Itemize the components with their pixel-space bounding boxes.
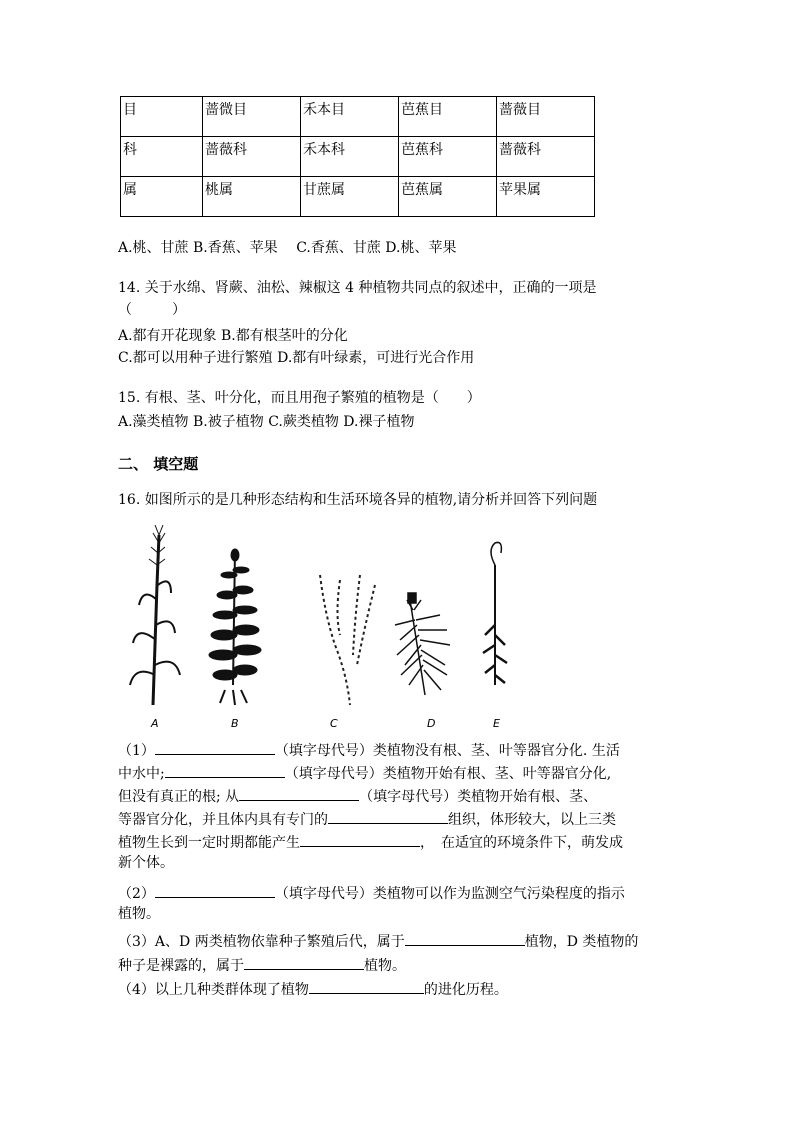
plant-c-illustration xyxy=(320,575,375,705)
q16-part3-line2: 种子是裸露的，属于 植物。 xyxy=(118,953,406,976)
table-cell: 蔷薇目 xyxy=(497,97,595,137)
table-cell: 蔷薇科 xyxy=(203,137,301,177)
blank-4[interactable] xyxy=(328,807,448,824)
blank-5[interactable] xyxy=(300,830,420,847)
paren-close: ） xyxy=(172,302,186,318)
q16-part2-line2: 植物。 xyxy=(118,906,160,922)
q16-part1-line6: 新个体。 xyxy=(118,855,174,871)
plant-figure xyxy=(125,525,525,735)
blank-9[interactable] xyxy=(309,977,424,994)
table-cell: 桃属 xyxy=(203,177,301,217)
plant-d-illustration xyxy=(395,593,450,695)
q16-part1-line1: （1） （填字母代号）类植物没有根、茎、叶等器官分化. 生活 xyxy=(118,738,620,761)
table-cell: 甘蔗属 xyxy=(301,177,399,217)
table-row xyxy=(121,97,595,137)
q15-options: A.藻类植物 B.被子植物 C.蕨类植物 D.裸子植物 xyxy=(118,414,415,430)
q16-part1-line3: 但没有真正的根; 从 （填字母代号）类植物开始有根、茎、 xyxy=(118,784,597,807)
paren-open: （ xyxy=(118,302,132,318)
blank-1[interactable] xyxy=(155,738,275,755)
q13-options: A.桃、甘蔗 B.香蕉、苹果 C.香蕉、甘蔗 D.桃、苹果 xyxy=(118,240,457,256)
q16-part1-line4: 等器官分化，并且体内具有专门的 组织，体形较大，以上三类 xyxy=(118,807,616,830)
q16-part2-line1: （2） （填字母代号）类植物可以作为监测空气污染程度的指示 xyxy=(118,881,625,904)
table-cell: 禾本目 xyxy=(301,97,399,137)
q16-part4-line1: （4）以上几种类群体现了植物 的进化历程。 xyxy=(118,977,508,1000)
blank-7[interactable] xyxy=(405,929,525,946)
figure-label-a: A xyxy=(151,717,159,730)
q16-part1-line2: 中水中; （填字母代号）类植物开始有根、茎、叶等器官分化, xyxy=(118,761,611,784)
table-cell: 芭蕉属 xyxy=(399,177,497,217)
figure-label-b: B xyxy=(231,717,239,730)
blank-6[interactable] xyxy=(155,881,275,898)
figure-label-d: D xyxy=(427,717,436,730)
table-row xyxy=(121,137,595,177)
table-cell: 目 xyxy=(121,97,203,137)
blank-8[interactable] xyxy=(244,953,364,970)
plant-e-illustration xyxy=(483,542,507,685)
table-cell: 苹果属 xyxy=(497,177,595,217)
q16-part3-line1: （3）A、D 两类植物依靠种子繁殖后代，属于 植物，D 类植物的 xyxy=(118,929,638,952)
figure-label-c: C xyxy=(330,717,338,730)
blank-2[interactable] xyxy=(165,761,285,778)
q16-stem: 16. 如图所示的是几种形态结构和生活环境各异的植物,请分析并回答下列问题 xyxy=(118,492,598,508)
q15-stem: 15. 有根、茎、叶分化，而且用孢子繁殖的植物是（ ） xyxy=(118,390,481,406)
figure-label-e: E xyxy=(493,717,500,730)
q14-answer-paren xyxy=(118,300,186,320)
section-heading: 二、 填空题 xyxy=(118,455,199,473)
table-cell: 科 xyxy=(121,137,203,177)
table-cell: 蔷薇科 xyxy=(497,137,595,177)
table-cell: 属 xyxy=(121,177,203,217)
classification-table xyxy=(120,96,595,217)
blank-3[interactable] xyxy=(239,784,359,801)
q16-part1-line5: 植物生长到一定时期都能产生 ， 在适宜的环境条件下，萌发成 xyxy=(118,830,623,853)
q14-options-cd: C.都可以用种子进行繁殖 D.都有叶绿素，可进行光合作用 xyxy=(118,350,475,366)
q14-options-ab: A.都有开花现象 B.都有根茎叶的分化 xyxy=(118,328,348,344)
q14-stem: 14. 关于水绵、肾蕨、油松、辣椒这 4 种植物共同点的叙述中，正确的一项是 xyxy=(118,280,597,296)
table-cell: 蔷微目 xyxy=(203,97,301,137)
table-row xyxy=(121,177,595,217)
table-cell: 芭蕉科 xyxy=(399,137,497,177)
table-cell: 芭蕉目 xyxy=(399,97,497,137)
plant-a-illustration xyxy=(130,525,180,705)
table-cell: 禾本科 xyxy=(301,137,399,177)
plant-b-illustration xyxy=(209,549,261,705)
